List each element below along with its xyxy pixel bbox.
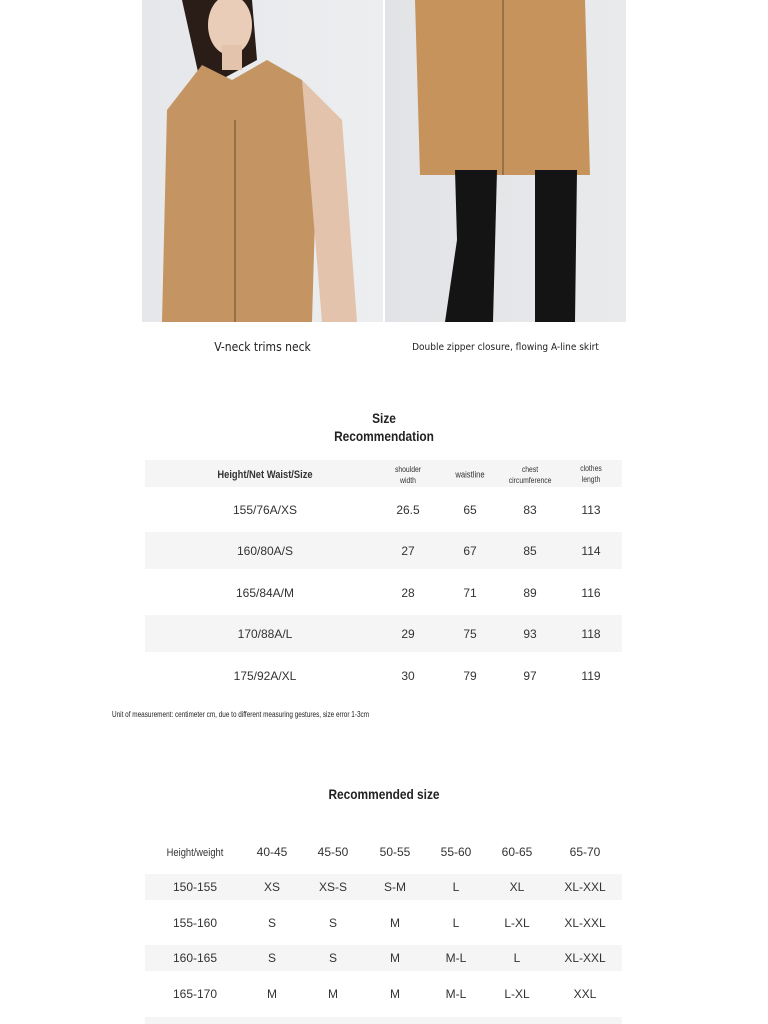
rec-row-height: 155-160 [172, 916, 218, 930]
size-cell: 26.5 [396, 503, 420, 517]
rec-cell: M [267, 987, 277, 1001]
rec-header-weight: 65-70 [569, 845, 601, 859]
size-header-length: clothes length [580, 464, 602, 484]
rec-cell: M [390, 987, 400, 1001]
size-cell: 114 [581, 544, 601, 558]
size-header-chest: chest circumference [508, 465, 552, 485]
rec-cell: XL-XXL [564, 951, 606, 965]
size-cell: 28 [401, 586, 415, 600]
size-header-shoulder: shoulder width [394, 465, 422, 485]
rec-cell: S [267, 951, 277, 965]
rec-cell: M-L [445, 987, 467, 1001]
rec-cell: S [328, 951, 338, 965]
caption-vneck: V-neck trims neck [214, 340, 311, 354]
recommended-size-title: Recommended size [328, 786, 440, 802]
model-photo-skirt [385, 0, 626, 322]
rec-cell: XXL [573, 987, 597, 1001]
size-row-label: 160/80A/S [236, 544, 294, 558]
rec-cell: XL [509, 880, 525, 894]
rec-header-weight: 40-45 [256, 845, 288, 859]
size-cell: 118 [581, 627, 601, 641]
rec-cell: M [328, 987, 338, 1001]
rec-cell: L [452, 916, 460, 930]
rec-cell: M-L [445, 951, 467, 965]
rec-cell: XL-XXL [564, 880, 606, 894]
rec-cell: XL-XXL [564, 916, 606, 930]
rec-header-weight: 45-50 [317, 845, 349, 859]
size-table-title-2: Recommendation [334, 428, 434, 444]
size-cell: 29 [401, 627, 415, 641]
rec-header-label: Height/weight [166, 847, 224, 859]
size-row-label: 155/76A/XS [232, 503, 298, 517]
model-photo-illustration-2 [385, 0, 626, 322]
caption-zipper: Double zipper closure, flowing A-line skirt [412, 342, 599, 353]
size-table-row-stripe [145, 615, 622, 652]
size-cell: 30 [401, 669, 415, 683]
size-table-title-1: Size [372, 410, 396, 426]
rec-cell: S [267, 916, 277, 930]
size-cell: 116 [581, 586, 601, 600]
size-cell: 119 [581, 669, 601, 683]
size-cell: 93 [523, 627, 537, 641]
rec-table-row-stripe [145, 1017, 622, 1024]
rec-row-height: 165-170 [172, 987, 218, 1001]
rec-cell: S [328, 916, 338, 930]
model-photo-illustration [142, 0, 383, 322]
rec-cell: M [390, 951, 400, 965]
rec-cell: L-XL [504, 987, 530, 1001]
size-cell: 65 [463, 503, 477, 517]
size-cell: 83 [523, 503, 537, 517]
rec-row-height: 160-165 [172, 951, 218, 965]
rec-header-weight: 50-55 [379, 845, 411, 859]
size-row-label: 165/84A/M [235, 586, 295, 600]
size-cell: 79 [463, 669, 477, 683]
rec-header-weight: 55-60 [440, 845, 472, 859]
size-cell: 89 [523, 586, 537, 600]
measurement-note: Unit of measurement: centimeter cm, due to different measuring gestures, size error 1-3cm [112, 710, 370, 719]
rec-cell: L-XL [504, 916, 530, 930]
size-cell: 71 [463, 586, 477, 600]
size-cell: 85 [523, 544, 537, 558]
size-header-waist: waistline [455, 469, 485, 480]
size-cell: 113 [581, 503, 601, 517]
rec-cell: S-M [384, 880, 406, 894]
rec-cell: M [390, 916, 400, 930]
rec-cell: L [513, 951, 521, 965]
rec-cell: XS [263, 880, 281, 894]
size-header-label: Height/Net Waist/Size [217, 469, 313, 481]
rec-cell: L [452, 880, 460, 894]
size-cell: 27 [401, 544, 415, 558]
rec-row-height: 150-155 [172, 880, 218, 894]
size-cell: 97 [523, 669, 537, 683]
size-row-label: 175/92A/XL [233, 669, 297, 683]
rec-cell: XS-S [318, 880, 348, 894]
rec-header-weight: 60-65 [501, 845, 533, 859]
size-cell: 67 [463, 544, 477, 558]
model-photo-vneck [142, 0, 383, 322]
size-table-row-stripe [145, 532, 622, 569]
size-cell: 75 [463, 627, 477, 641]
size-row-label: 170/88A/L [237, 627, 293, 641]
